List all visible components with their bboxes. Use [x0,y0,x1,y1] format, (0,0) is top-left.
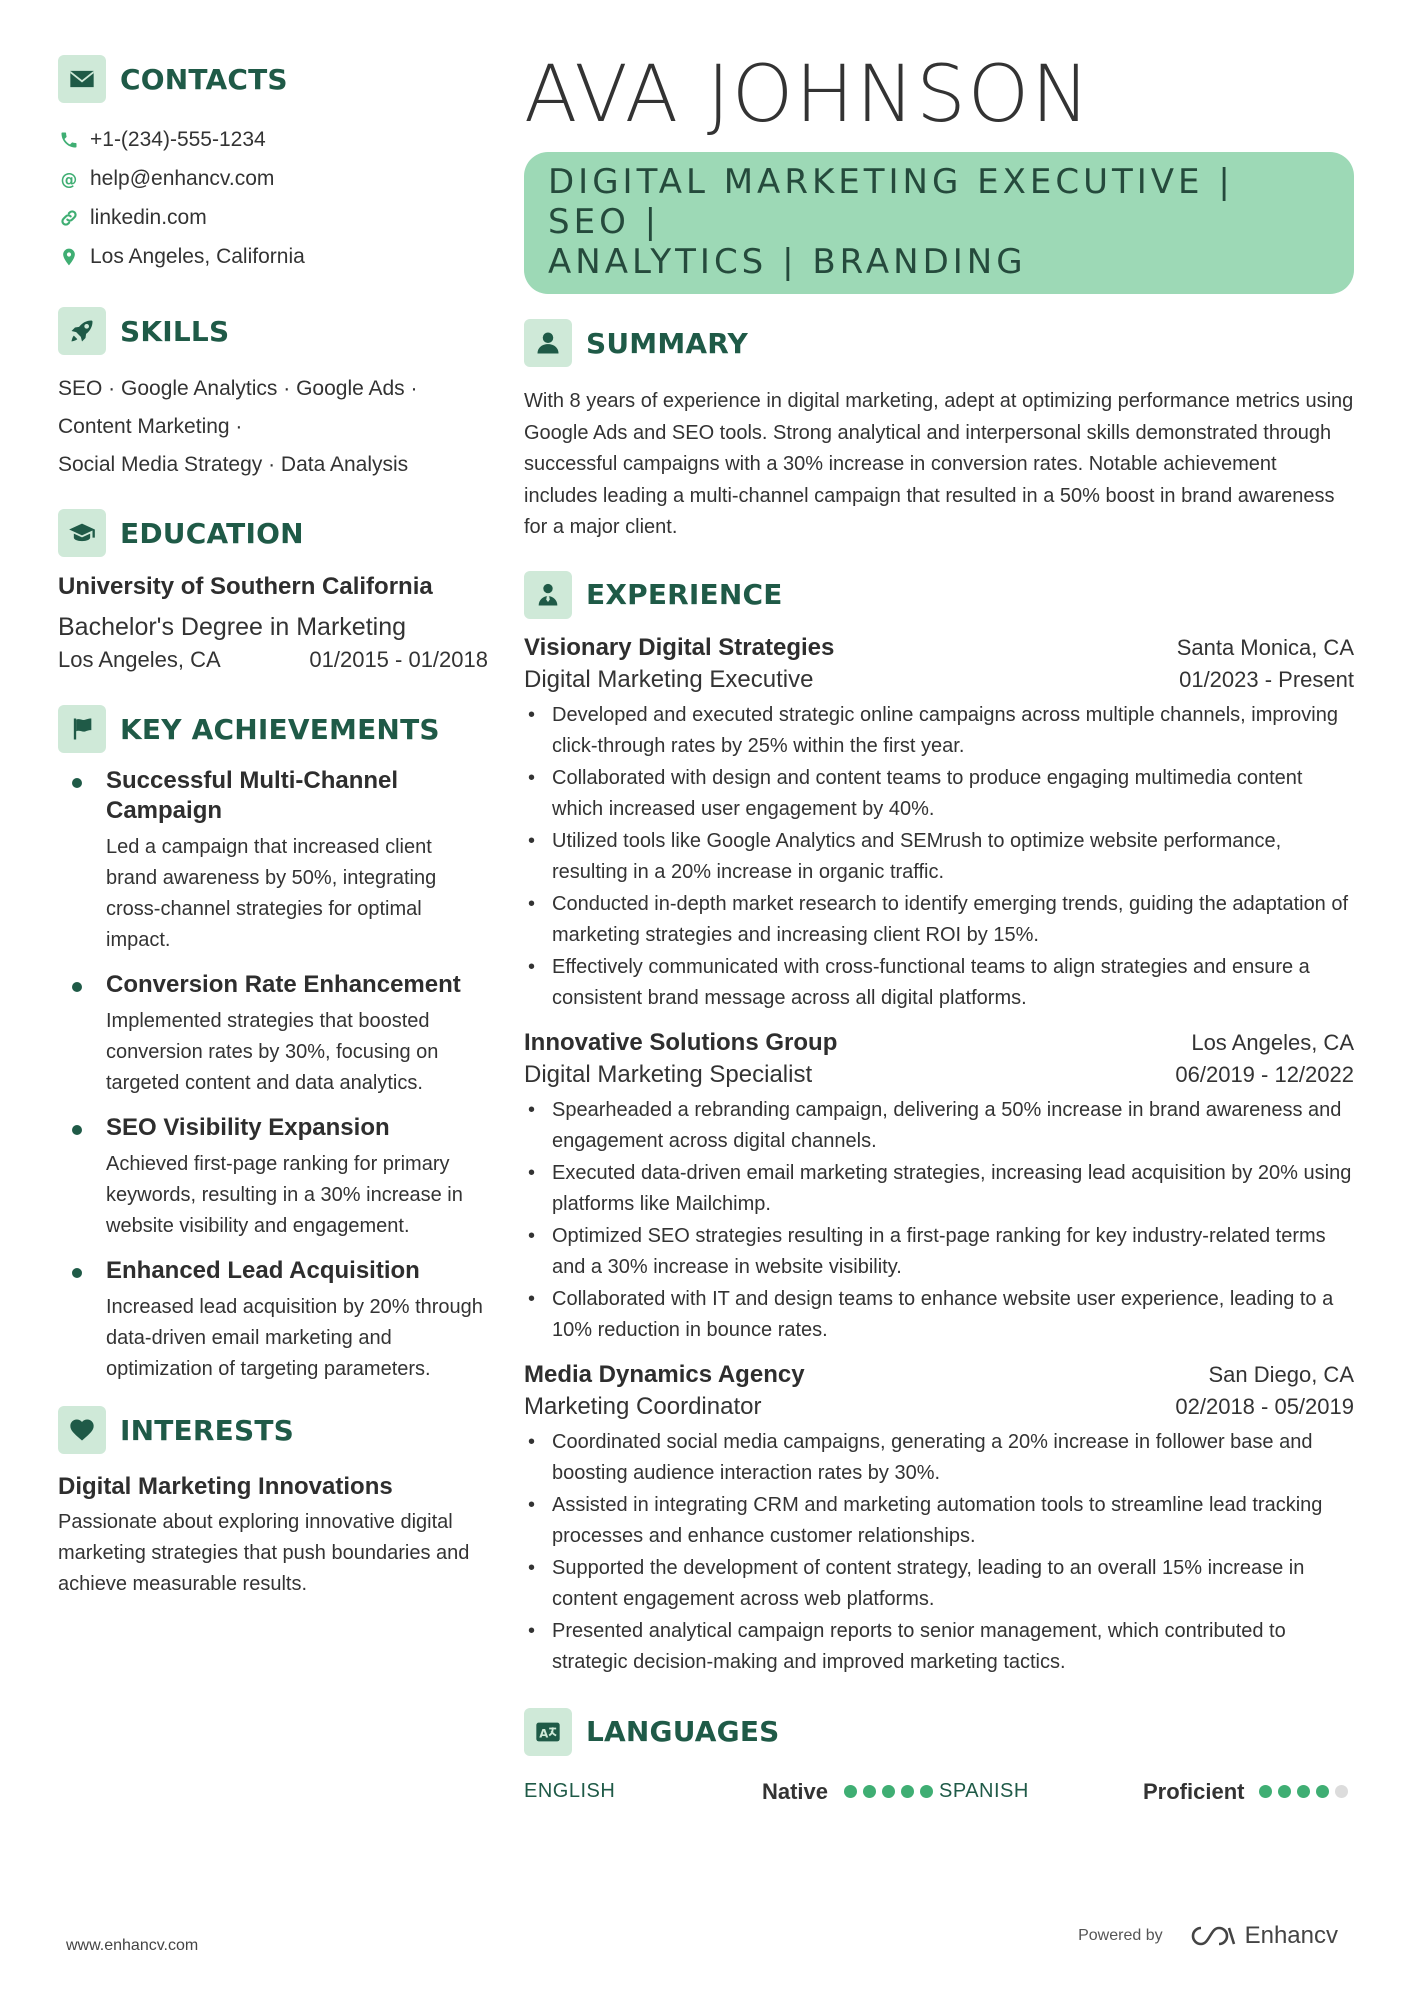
svg-text:@: @ [60,169,78,189]
job-dates: 02/2018 - 05/2019 [1175,1393,1354,1419]
education-degree: Bachelor's Degree in Marketing [58,613,406,641]
job-bullet: • Collaborated with design and content teams to produce engaging multimedia content which increased user engagement by 40%. [524,763,1354,826]
rating-dot-filled [882,1785,895,1798]
achievement-title: Successful Multi-Channel Campaign [106,767,399,824]
experience-title: EXPERIENCE [586,578,783,611]
svg-text:A: A [539,1725,549,1740]
skills-line: Content Marketing · [58,415,243,438]
rating-dot-empty [1335,1785,1348,1798]
job-bullet: • Supported the development of content strategy, leading to an overall 15% increase in content engagement across web platforms. [524,1553,1354,1616]
job-bullet: • Effectively communicated with cross-functional teams to align strategies and ensure a consistent brand message across all digital platforms. [524,952,1354,1015]
rocket-icon [58,307,106,355]
skills-line: SEO · Google Analytics · Google Ads · [58,377,418,400]
skills-list [58,370,488,484]
education-entry [58,572,488,676]
translate-icon [524,1708,572,1756]
experience-header [524,570,1354,620]
achievement-desc: Achieved first-page ranking for primary keywords, resulting in a 30% increase in website visibility and engagement. [106,1153,463,1237]
achievement-title: Enhanced Lead Acquisition [106,1257,420,1284]
phone-icon [58,129,80,151]
bullet-dot [72,1268,82,1278]
job-bullet: • Utilized tools like Google Analytics and SEMrush to optimize website performance, resulting in a 20% increase in organic traffic. [524,826,1354,889]
briefcase-person-icon [524,571,572,619]
education-meta [58,644,488,676]
powered-by-label: Powered by [1078,1927,1163,1944]
job-bullet: • Conducted in-depth market research to identify emerging trends, guiding the adaptation of marketing strategies and increasing client ROI by 15%. [524,889,1354,952]
envelope-icon [58,55,106,103]
summary-title: SUMMARY [586,326,749,360]
bullet-dot [72,778,82,788]
languages-header [524,1707,1354,1757]
enhancv-logo-icon [1189,1923,1237,1949]
job-entry [524,634,1354,1015]
job-bullet: • Optimized SEO strategies resulting in a first-page ranking for key industry-related terms and a 30% increase in website visibility. [524,1221,1354,1284]
job-bullet: • Developed and executed strategic online campaigns across multiple channels, improving click-through rates by 25% within the first year. [524,700,1354,763]
education-location: Los Angeles, CA [58,647,221,672]
map-pin-icon [58,246,80,268]
contact-email [58,159,488,198]
job-header [524,634,1354,662]
rating-dot-filled [1297,1785,1310,1798]
job-header [524,1029,1354,1057]
summary-text: With 8 years of experience in digital marketing, adept at optimizing performance metrics using Google Ads and SEO tools. Strong analytical and interpersonal skills demonstrated through successful campaigns with a 30% increase in conversion rates. Notable achievement includes leading a multi-channel campaign that resulted in a 50% boost in brand awareness for a major client. [524,390,1354,538]
languages-title: LANGUAGES [586,1715,780,1748]
bullet-dot [72,1125,82,1135]
summary-header [524,318,1354,368]
rating-dot-filled [1259,1785,1272,1798]
skills-title: SKILLS [120,314,230,348]
flag-icon [58,705,106,753]
job-subheader [524,1393,1354,1421]
interest-title: Digital Marketing Innovations [58,1473,393,1500]
job-company: Innovative Solutions Group [524,1028,838,1056]
job-title-band [524,152,1354,294]
job-role: Digital Marketing Executive [524,665,814,693]
job-location: Santa Monica, CA [1176,634,1354,660]
job-entry [524,1029,1354,1347]
job-bullet: • Spearheaded a rebranding campaign, delivering a 50% increase in brand awareness and engagement across digital channels. [524,1095,1354,1158]
languages-list [524,1779,1354,1805]
education-dates: 01/2015 - 01/2018 [309,647,488,672]
job-title-line: DIGITAL MARKETING EXECUTIVE | SEO | [548,162,1234,242]
contact-location [58,237,488,276]
brand-logo[interactable] [1189,1922,1338,1950]
achievements-list [58,766,488,1385]
bullet-dot [72,982,82,992]
rating-dot-filled [1316,1785,1329,1798]
person-icon [524,319,572,367]
achievement-desc: Led a campaign that increased client brand awareness by 50%, integrating cross-channel strategies for optimal impact. [106,836,437,951]
language-level: Native [761,1778,828,1804]
link-icon [58,207,80,229]
skills-line: Social Media Strategy · Data Analysis [58,453,409,476]
interests-header [58,1405,488,1455]
job-bullet: • Collaborated with IT and design teams to enhance website user experience, leading to a 10% reduction in bounce rates. [524,1284,1354,1347]
contact-phone [58,120,488,159]
achievement-desc: Implemented strategies that boosted conversion rates by 30%, focusing on targeted content and data analytics. [106,1010,439,1094]
language-rating [844,1785,939,1798]
education-title: EDUCATION [120,516,304,550]
contacts-list [58,120,488,276]
rating-dot-filled [844,1785,857,1798]
left-column [58,54,488,1600]
job-entry [524,1361,1354,1679]
job-bullet: • Coordinated social media campaigns, generating a 20% increase in follower base and boosting audience interaction rates by 30%. [524,1427,1354,1490]
candidate-name: AVA JOHNSON [524,50,1092,140]
language-item [524,1779,939,1805]
contact-linkedin [58,198,488,237]
achievements-title: KEY ACHIEVEMENTS [120,712,440,746]
achievement-item [58,766,488,956]
language-level: Proficient [1143,1778,1245,1804]
interests-title: INTERESTS [120,1413,294,1447]
job-company: Media Dynamics Agency [524,1360,805,1388]
job-bullet: • Executed data-driven email marketing strategies, increasing lead acquisition by 20% using platforms like Mailchimp. [524,1158,1354,1221]
achievement-title: SEO Visibility Expansion [106,1114,390,1141]
at-icon [58,168,80,190]
job-role: Digital Marketing Specialist [524,1060,813,1088]
achievements-header [58,704,488,754]
footer-branding [1078,1922,1338,1950]
rating-dot-filled [1278,1785,1291,1798]
contacts-title: CONTACTS [120,62,288,96]
rating-dot-filled [901,1785,914,1798]
job-title-line: ANALYTICS | BRANDING [548,242,1027,282]
contact-email-text[interactable]: help@enhancv.com [90,166,275,190]
job-role: Marketing Coordinator [524,1392,762,1420]
language-name: ENGLISH [524,1780,616,1802]
contact-location-text: Los Angeles, California [90,244,305,268]
education-header [58,508,488,558]
achievement-desc: Increased lead acquisition by 20% through data-driven email marketing and optimization of targeting parameters. [106,1296,483,1380]
interest-desc: Passionate about exploring innovative digital marketing strategies that push boundaries and achieve measurable results. [58,1511,470,1595]
job-bullet: • Assisted in integrating CRM and marketing automation tools to streamline lead tracking processes and enhance customer relationships. [524,1490,1354,1553]
job-location: San Diego, CA [1208,1361,1354,1387]
language-name: SPANISH [939,1780,1029,1802]
language-item [939,1779,1354,1805]
job-subheader [524,1061,1354,1089]
achievement-item [58,1113,488,1242]
education-school: University of Southern California [58,573,433,600]
achievement-item [58,970,488,1099]
contact-linkedin-text[interactable]: linkedin.com [90,205,207,229]
achievement-title: Conversion Rate Enhancement [106,971,461,998]
heart-icon [58,1406,106,1454]
rating-dot-filled [863,1785,876,1798]
job-header [524,1361,1354,1389]
language-rating [1259,1785,1354,1798]
skills-header [58,306,488,356]
job-subheader [524,666,1354,694]
brand-name: Enhancv [1244,1922,1338,1949]
right-column [524,50,1354,1805]
contact-phone-text[interactable]: +1-(234)-555-1234 [90,127,266,151]
job-dates: 06/2019 - 12/2022 [1175,1061,1354,1087]
job-company: Visionary Digital Strategies [524,633,835,661]
rating-dot-filled [920,1785,933,1798]
contacts-header [58,54,488,104]
job-bullets [524,1427,1354,1679]
job-bullets [524,1095,1354,1347]
graduation-cap-icon [58,509,106,557]
job-bullets [524,700,1354,1015]
footer-url[interactable]: www.enhancv.com [66,1937,199,1954]
achievement-item [58,1256,488,1385]
job-dates: 01/2023 - Present [1179,666,1354,692]
job-location: Los Angeles, CA [1191,1029,1354,1055]
job-bullet: • Presented analytical campaign reports to senior management, which contributed to strategic decision-making and improved marketing tactics. [524,1616,1354,1679]
